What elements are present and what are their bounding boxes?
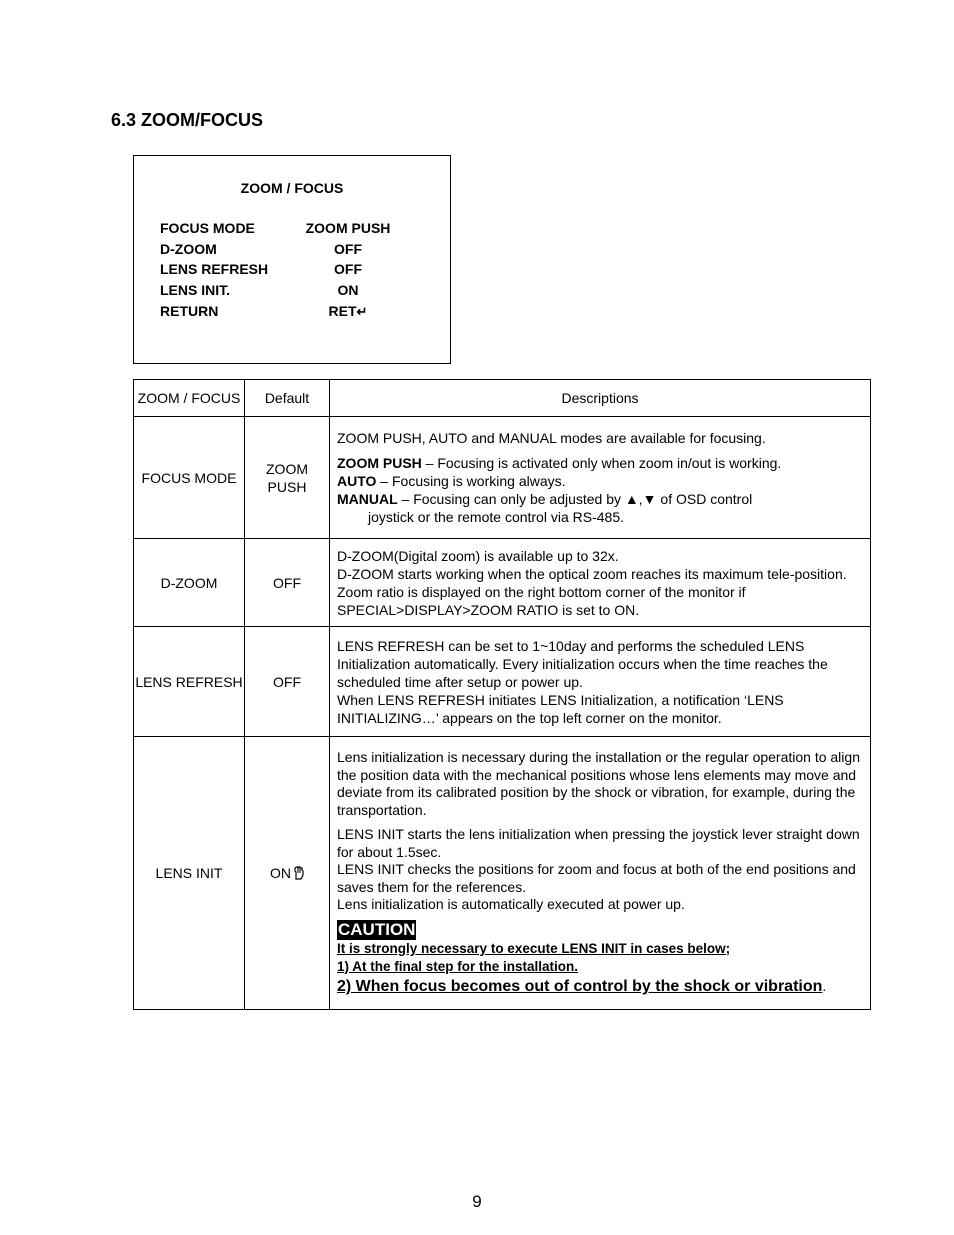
- table-header-row: [134, 380, 871, 417]
- desc-line: LENS REFRESH can be set to 1~10day and performs the scheduled LENS Initialization automatically. Every initialization occurs when the time reaches the scheduled time after setup or power up.: [337, 637, 828, 690]
- section-title: 6.3 ZOOM/FOCUS: [111, 110, 264, 130]
- osd-row-label: RETURN: [160, 303, 219, 319]
- osd-row-focus-mode: [160, 220, 420, 240]
- osd-row-lens-refresh: [160, 261, 420, 281]
- return-arrow-icon: ↵: [356, 304, 368, 319]
- row-item: LENS REFRESH: [134, 627, 245, 737]
- caution-text: 2) When focus becomes out of control by the shock or vibration: [337, 977, 823, 995]
- osd-row-value: ZOOM PUSH: [305, 220, 391, 236]
- mode-text: – Focusing is activated only when zoom in/out is working.: [421, 455, 782, 471]
- osd-row-label: D-ZOOM: [160, 241, 217, 257]
- zoom-focus-table: [133, 379, 871, 1010]
- header-item: ZOOM / FOCUS: [134, 380, 245, 417]
- header-default: Default: [245, 380, 330, 417]
- desc-line: D-ZOOM starts working when the optical zoom reaches its maximum tele-position. Zoom ratio is displayed on the right bottom corner of the monitor if SPECIAL>DISPLAY>ZOOM RATIO is set to ON.: [337, 565, 847, 618]
- page-number: 9: [472, 1192, 482, 1211]
- table-row-lens-refresh: [134, 627, 871, 737]
- desc-line: LENS INIT checks the positions for zoom and focus at both of the end positions and saves them for the references.: [337, 861, 856, 895]
- osd-row-label: FOCUS MODE: [160, 220, 255, 236]
- caution-period: .: [822, 977, 827, 994]
- mode-text: – Focusing is working always.: [376, 473, 566, 489]
- row-description: [330, 737, 871, 1010]
- mode-name: MANUAL: [337, 491, 398, 507]
- caution-line: It is strongly necessary to execute LENS INIT in cases below;: [337, 940, 731, 956]
- row-default: OFF: [245, 539, 330, 627]
- row-item: LENS INIT: [134, 737, 245, 1010]
- desc-line: LENS INIT starts the lens initialization when pressing the joystick lever straight down for about 1.5sec.: [337, 826, 860, 860]
- row-description: [330, 539, 871, 627]
- osd-row-value: ON: [337, 282, 359, 298]
- caution-line-last: [337, 976, 862, 997]
- table-row-lens-init: [134, 737, 871, 1010]
- desc-line: Lens initialization is automatically executed at power up.: [337, 896, 685, 913]
- desc-mode-auto: [337, 472, 862, 490]
- row-default-text: ON: [270, 865, 291, 881]
- mode-name: ZOOM PUSH: [337, 455, 422, 471]
- desc-paragraph: Lens initialization is necessary during the installation or the regular operation to align the position data with the mechanical positions whose lens elements may move and deviate from its calibrated position by the shock or vibration, for example, during the transportation.: [337, 749, 860, 818]
- table-row-d-zoom: [134, 539, 871, 627]
- desc-line: ZOOM PUSH, AUTO and MANUAL modes are available for focusing.: [337, 430, 766, 446]
- hand-pointer-icon: [293, 866, 304, 880]
- osd-menu-box: [133, 155, 451, 364]
- row-default: ZOOM PUSH: [245, 417, 330, 539]
- desc-mode-zoom-push: [337, 454, 862, 472]
- osd-row-d-zoom: [160, 241, 420, 261]
- desc-mode-manual: [337, 490, 862, 508]
- osd-row-value: [300, 303, 396, 320]
- row-default: OFF: [245, 627, 330, 737]
- osd-menu-title: ZOOM / FOCUS: [240, 180, 344, 196]
- row-item: FOCUS MODE: [134, 417, 245, 539]
- osd-row-return: [160, 303, 420, 323]
- osd-row-value: OFF: [334, 241, 362, 257]
- table-row-focus-mode: [134, 417, 871, 539]
- osd-row-lens-init: [160, 282, 420, 302]
- osd-row-label: LENS INIT.: [160, 282, 231, 298]
- caution-label: CAUTION: [338, 919, 416, 939]
- mode-name: AUTO: [337, 473, 377, 489]
- row-default: [245, 737, 330, 1010]
- desc-line: D-ZOOM(Digital zoom) is available up to 32x.: [337, 547, 619, 564]
- desc-line: joystick or the remote control via RS-485.: [368, 509, 624, 525]
- row-description: [330, 627, 871, 737]
- osd-row-label: LENS REFRESH: [160, 261, 269, 277]
- row-description: [330, 417, 871, 539]
- desc-line: When LENS REFRESH initiates LENS Initialization, a notification ‘LENS INITIALIZING…’ appears on the top left corner on the monitor.: [337, 691, 784, 726]
- caution-line: 1) At the final step for the installation.: [337, 958, 579, 974]
- row-item: D-ZOOM: [134, 539, 245, 627]
- osd-return-text: RET: [328, 303, 357, 319]
- mode-text: – Focusing can only be adjusted by ▲,▼ of OSD control: [397, 491, 753, 507]
- header-descriptions: Descriptions: [330, 380, 871, 417]
- osd-row-value: OFF: [334, 261, 362, 277]
